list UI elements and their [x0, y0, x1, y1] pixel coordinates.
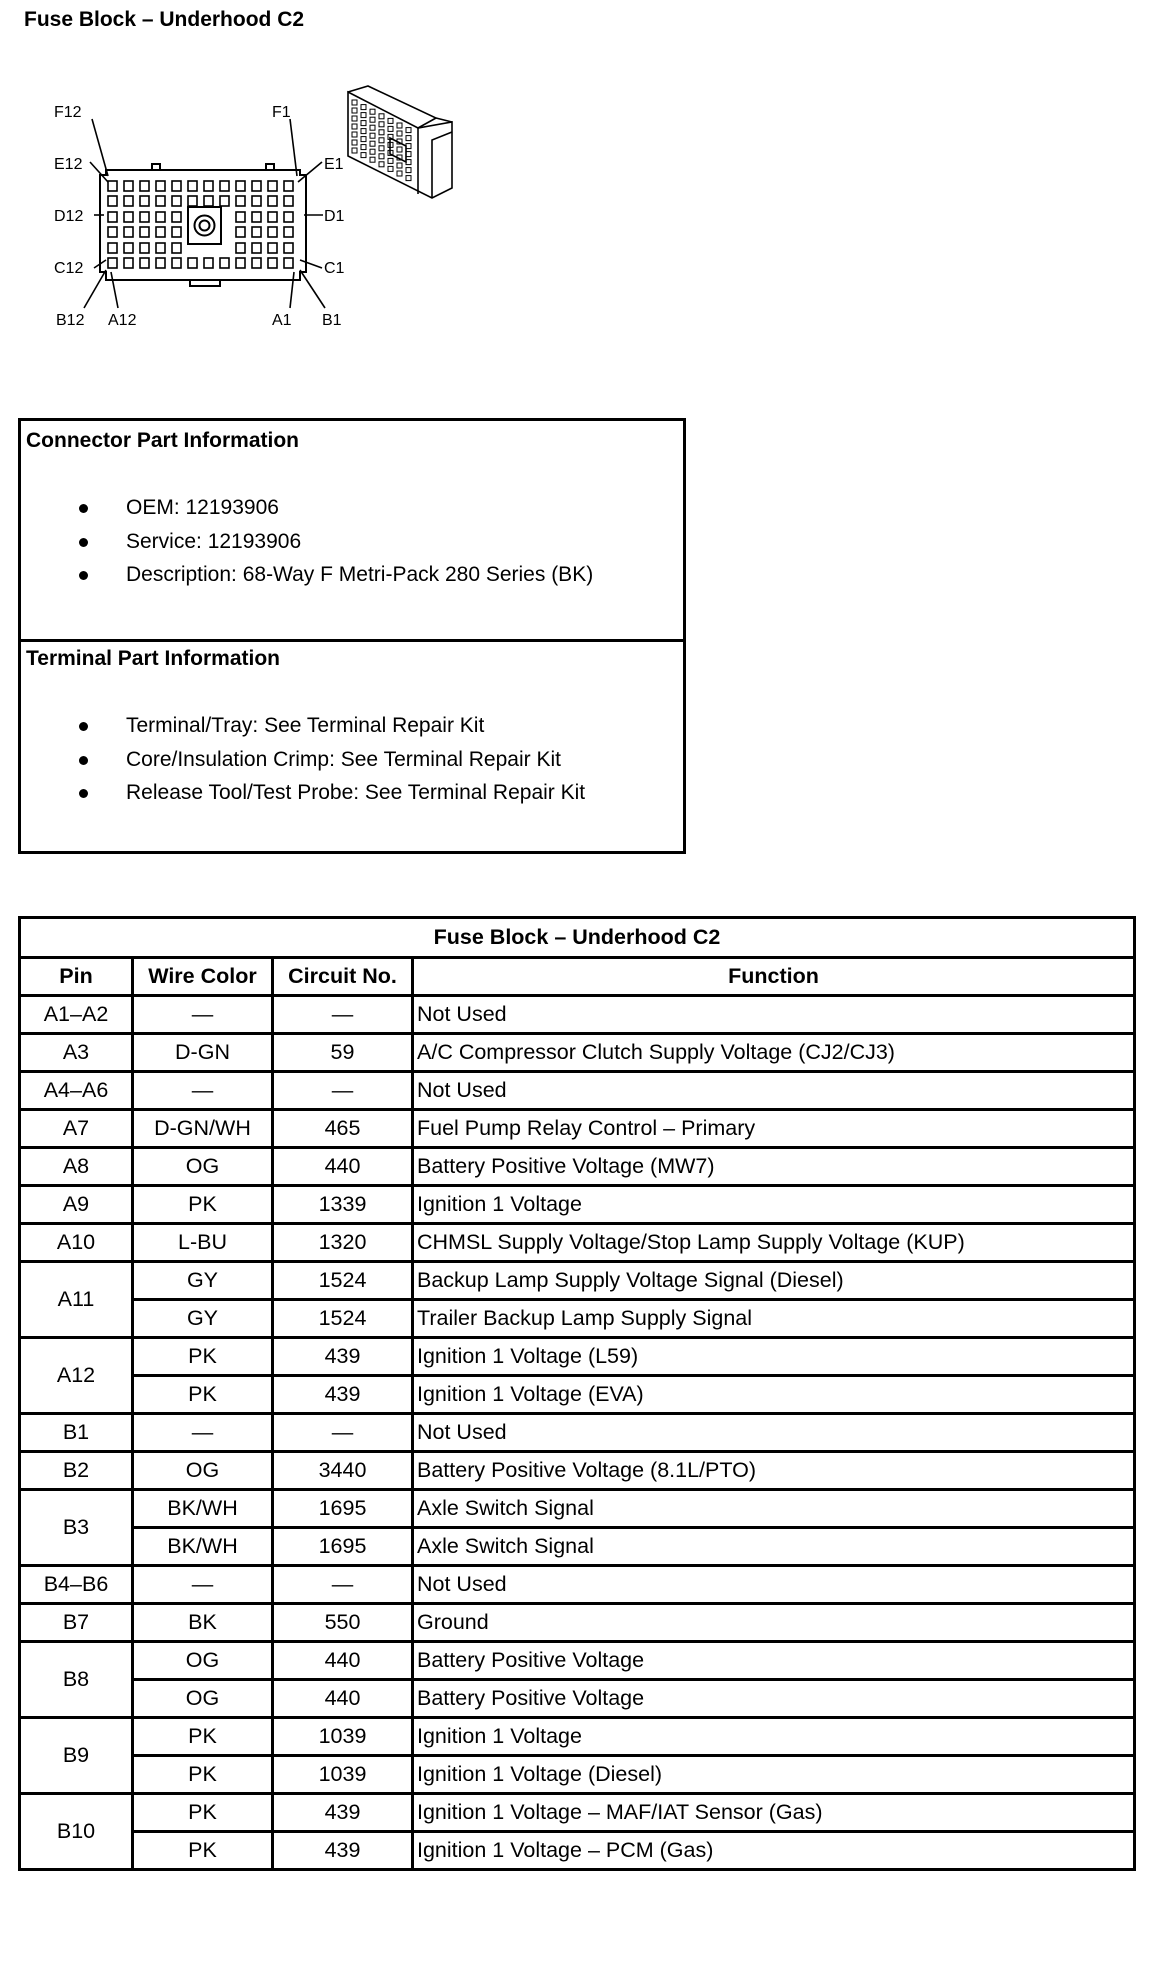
function-cell: Ignition 1 Voltage	[413, 1718, 1135, 1756]
cavity	[108, 212, 117, 222]
circuit-cell: 440	[273, 1148, 413, 1186]
table-row	[20, 1224, 1135, 1262]
cavity	[124, 196, 133, 206]
iso-cavity	[406, 176, 411, 181]
cavity	[252, 227, 261, 237]
table-row	[20, 996, 1135, 1034]
cavity	[252, 243, 261, 253]
iso-cavity	[406, 168, 411, 173]
iso-cavity	[361, 145, 366, 150]
function-cell: Ignition 1 Voltage (L59)	[413, 1338, 1135, 1376]
iso-cavity	[370, 157, 375, 162]
pin-cell: B7	[20, 1604, 133, 1642]
iso-cavity	[397, 163, 402, 168]
cavity	[156, 196, 165, 206]
wire-color-cell: PK	[133, 1718, 273, 1756]
table-row	[20, 1376, 1135, 1414]
iso-cavity	[370, 149, 375, 154]
circuit-cell: 439	[273, 1832, 413, 1870]
cavity	[124, 212, 133, 222]
terminal-info-item: Terminal/Tray: See Terminal Repair Kit	[21, 709, 585, 743]
cavity	[140, 243, 149, 253]
function-cell: Not Used	[413, 1072, 1135, 1110]
pin-cell: A3	[20, 1034, 133, 1072]
iso-cavity	[352, 132, 357, 137]
iso-cavity	[379, 114, 384, 119]
wire-color-cell: PK	[133, 1756, 273, 1794]
iso-cavity	[379, 162, 384, 167]
cavity	[108, 243, 117, 253]
iso-cavity	[361, 137, 366, 142]
table-row	[20, 1794, 1135, 1832]
pinout-table	[18, 916, 1136, 1871]
pin-cell: B1	[20, 1414, 133, 1452]
cavity	[284, 196, 293, 206]
iso-cavity	[406, 136, 411, 141]
table-row	[20, 1566, 1135, 1604]
cavity	[156, 258, 165, 268]
function-cell: Ignition 1 Voltage – PCM (Gas)	[413, 1832, 1135, 1870]
circuit-cell: 465	[273, 1110, 413, 1148]
circuit-cell: 1339	[273, 1186, 413, 1224]
cavity	[124, 181, 133, 191]
function-cell: Fuel Pump Relay Control – Primary	[413, 1110, 1135, 1148]
wire-color-cell: BK	[133, 1604, 273, 1642]
label-b12: B12	[56, 312, 85, 329]
iso-cavity	[352, 108, 357, 113]
cavity	[172, 243, 181, 253]
wire-color-cell: PK	[133, 1376, 273, 1414]
circuit-cell: 1695	[273, 1528, 413, 1566]
wire-color-cell: GY	[133, 1300, 273, 1338]
wire-color-cell: GY	[133, 1262, 273, 1300]
cavity	[204, 258, 213, 268]
circuit-cell: 1524	[273, 1262, 413, 1300]
function-cell: Ignition 1 Voltage	[413, 1186, 1135, 1224]
table-caption: Fuse Block – Underhood C2	[20, 918, 1135, 958]
terminal-info-list	[21, 709, 585, 810]
cavity	[124, 227, 133, 237]
header-function: Function	[413, 958, 1135, 996]
cavity	[236, 212, 245, 222]
iso-cavity	[379, 122, 384, 127]
table-row	[20, 1528, 1135, 1566]
cavity	[172, 227, 181, 237]
pin-cell: A12	[20, 1338, 133, 1414]
cavity	[284, 227, 293, 237]
circuit-cell: 1695	[273, 1490, 413, 1528]
pin-cell: A9	[20, 1186, 133, 1224]
table-row	[20, 1756, 1135, 1794]
cavity	[236, 243, 245, 253]
cavity	[268, 196, 277, 206]
cavity	[284, 258, 293, 268]
table-row	[20, 1452, 1135, 1490]
table-row	[20, 1490, 1135, 1528]
pin-cell: B9	[20, 1718, 133, 1794]
terminal-info-item: Release Tool/Test Probe: See Terminal Repair Kit	[21, 776, 585, 810]
iso-cavity	[397, 147, 402, 152]
connector-part-info	[21, 421, 683, 642]
wire-color-cell: PK	[133, 1186, 273, 1224]
table-row	[20, 1186, 1135, 1224]
table-row	[20, 1642, 1135, 1680]
iso-cavity	[388, 158, 393, 163]
part-info-box	[18, 418, 686, 854]
connector-info-item: Description: 68-Way F Metri-Pack 280 Series (BK)	[21, 558, 593, 592]
function-cell: Ignition 1 Voltage (EVA)	[413, 1376, 1135, 1414]
wire-color-cell: OG	[133, 1680, 273, 1718]
table-row	[20, 1148, 1135, 1186]
iso-cavity	[361, 121, 366, 126]
iso-cavity	[406, 128, 411, 133]
circuit-cell: —	[273, 1072, 413, 1110]
iso-cavity	[370, 125, 375, 130]
iso-cavity	[370, 117, 375, 122]
label-a1: A1	[272, 312, 292, 329]
circuit-cell: 1039	[273, 1756, 413, 1794]
cavity	[284, 181, 293, 191]
iso-cavity	[379, 130, 384, 135]
label-d12: D12	[54, 208, 84, 225]
iso-cavity	[361, 129, 366, 134]
circuit-cell: 1320	[273, 1224, 413, 1262]
cavity	[156, 212, 165, 222]
iso-cavity	[397, 131, 402, 136]
circuit-cell: 440	[273, 1642, 413, 1680]
function-cell: Not Used	[413, 1414, 1135, 1452]
circuit-cell: 439	[273, 1338, 413, 1376]
table-row	[20, 1414, 1135, 1452]
cavity	[124, 258, 133, 268]
pin-cell: B4–B6	[20, 1566, 133, 1604]
table-row	[20, 1072, 1135, 1110]
iso-cavity	[379, 154, 384, 159]
cavity	[252, 212, 261, 222]
table-row	[20, 1338, 1135, 1376]
circuit-cell: —	[273, 996, 413, 1034]
cavity	[140, 212, 149, 222]
cavity	[172, 181, 181, 191]
label-b1: B1	[322, 312, 342, 329]
cavity	[220, 196, 229, 206]
table-row	[20, 1718, 1135, 1756]
iso-cavity	[388, 126, 393, 131]
iso-cavity	[388, 118, 393, 123]
cavity	[236, 196, 245, 206]
cavity	[252, 181, 261, 191]
function-cell: Battery Positive Voltage	[413, 1642, 1135, 1680]
function-cell: Battery Positive Voltage (8.1L/PTO)	[413, 1452, 1135, 1490]
cavity	[252, 196, 261, 206]
table-row	[20, 1832, 1135, 1870]
iso-cavity	[397, 123, 402, 128]
iso-cavity	[397, 171, 402, 176]
cavity	[188, 258, 197, 268]
label-f1: F1	[272, 104, 291, 121]
cavity	[172, 196, 181, 206]
iso-cavity	[370, 109, 375, 114]
cavity	[268, 227, 277, 237]
label-d1: D1	[324, 208, 345, 225]
cavity	[108, 181, 117, 191]
function-cell: Ignition 1 Voltage – MAF/IAT Sensor (Gas)	[413, 1794, 1135, 1832]
cavity	[188, 181, 197, 191]
function-cell: Backup Lamp Supply Voltage Signal (Diesel)	[413, 1262, 1135, 1300]
cavity	[268, 212, 277, 222]
function-cell: Trailer Backup Lamp Supply Signal	[413, 1300, 1135, 1338]
cavity	[140, 258, 149, 268]
connector-info-item: Service: 12193906	[21, 525, 593, 559]
page-title: Fuse Block – Underhood C2	[24, 8, 305, 31]
iso-cavity	[352, 140, 357, 145]
circuit-cell: —	[273, 1414, 413, 1452]
wire-color-cell: BK/WH	[133, 1490, 273, 1528]
function-cell: Battery Positive Voltage	[413, 1680, 1135, 1718]
wire-color-cell: D-GN	[133, 1034, 273, 1072]
cavity	[172, 212, 181, 222]
label-e12: E12	[54, 156, 83, 173]
cavity	[156, 243, 165, 253]
iso-cavity	[352, 116, 357, 121]
iso-cavity	[361, 105, 366, 110]
cavity	[284, 212, 293, 222]
cavity	[108, 196, 117, 206]
circuit-cell: 550	[273, 1604, 413, 1642]
label-a12: A12	[108, 312, 137, 329]
function-cell: Not Used	[413, 996, 1135, 1034]
iso-cavity	[352, 100, 357, 105]
connector-face-diagram	[0, 0, 480, 360]
wire-color-cell: D-GN/WH	[133, 1110, 273, 1148]
table-row	[20, 1034, 1135, 1072]
wire-color-cell: PK	[133, 1832, 273, 1870]
cavity	[252, 258, 261, 268]
header-wire-color: Wire Color	[133, 958, 273, 996]
function-cell: Axle Switch Signal	[413, 1528, 1135, 1566]
function-cell: Not Used	[413, 1566, 1135, 1604]
cavity	[108, 227, 117, 237]
table-row	[20, 1110, 1135, 1148]
terminal-info-item: Core/Insulation Crimp: See Terminal Repair Kit	[21, 743, 585, 777]
function-cell: Battery Positive Voltage (MW7)	[413, 1148, 1135, 1186]
circuit-cell: 440	[273, 1680, 413, 1718]
cavity	[236, 181, 245, 191]
wire-color-cell: L-BU	[133, 1224, 273, 1262]
wire-color-cell: —	[133, 1566, 273, 1604]
connector-info-list	[21, 491, 593, 592]
wire-color-cell: —	[133, 1414, 273, 1452]
wire-color-cell: OG	[133, 1148, 273, 1186]
iso-cavity	[352, 148, 357, 153]
circuit-cell: 59	[273, 1034, 413, 1072]
pin-cell: B3	[20, 1490, 133, 1566]
function-cell: Axle Switch Signal	[413, 1490, 1135, 1528]
pin-cell: A4–A6	[20, 1072, 133, 1110]
cavity	[156, 181, 165, 191]
header-circuit: Circuit No.	[273, 958, 413, 996]
cavity	[204, 196, 213, 206]
cavity	[268, 181, 277, 191]
wire-color-cell: BK/WH	[133, 1528, 273, 1566]
cavity	[220, 181, 229, 191]
pin-cell: A8	[20, 1148, 133, 1186]
cavity	[236, 227, 245, 237]
iso-cavity	[361, 153, 366, 158]
connector-3d-cavities	[352, 100, 411, 181]
iso-cavity	[361, 113, 366, 118]
cavity	[124, 243, 133, 253]
iso-cavity	[370, 141, 375, 146]
cavity	[172, 258, 181, 268]
cavity	[108, 258, 117, 268]
cavity	[268, 243, 277, 253]
wire-color-cell: —	[133, 996, 273, 1034]
pin-cell: A10	[20, 1224, 133, 1262]
iso-cavity	[379, 146, 384, 151]
pin-cell: A1–A2	[20, 996, 133, 1034]
table-row	[20, 1262, 1135, 1300]
pin-cell: B8	[20, 1642, 133, 1718]
connector-info-title: Connector Part Information	[26, 429, 300, 452]
table-row	[20, 1680, 1135, 1718]
pin-cell: B2	[20, 1452, 133, 1490]
cavity	[140, 227, 149, 237]
table-row	[20, 1300, 1135, 1338]
cavity	[284, 243, 293, 253]
iso-cavity	[379, 138, 384, 143]
iso-cavity	[352, 124, 357, 129]
cavity	[140, 181, 149, 191]
function-cell: Ignition 1 Voltage (Diesel)	[413, 1756, 1135, 1794]
cavity	[204, 181, 213, 191]
wire-color-cell: PK	[133, 1794, 273, 1832]
terminal-info-title: Terminal Part Information	[26, 647, 280, 670]
function-cell: CHMSL Supply Voltage/Stop Lamp Supply Voltage (KUP)	[413, 1224, 1135, 1262]
circuit-cell: —	[273, 1566, 413, 1604]
wire-color-cell: OG	[133, 1642, 273, 1680]
pin-cell: A11	[20, 1262, 133, 1338]
circuit-cell: 439	[273, 1376, 413, 1414]
connector-info-item: OEM: 12193906	[21, 491, 593, 525]
iso-cavity	[388, 166, 393, 171]
circuit-cell: 1524	[273, 1300, 413, 1338]
cavity	[268, 258, 277, 268]
table-row	[20, 1604, 1135, 1642]
wire-color-cell: —	[133, 1072, 273, 1110]
label-c12: C12	[54, 260, 84, 277]
label-e1: E1	[324, 156, 344, 173]
cavity	[140, 196, 149, 206]
cavity	[236, 258, 245, 268]
cavity	[220, 258, 229, 268]
circuit-cell: 3440	[273, 1452, 413, 1490]
circuit-cell: 1039	[273, 1718, 413, 1756]
cavity	[188, 196, 197, 206]
circuit-cell: 439	[273, 1794, 413, 1832]
wire-color-cell: OG	[133, 1452, 273, 1490]
pin-cell: B10	[20, 1794, 133, 1870]
iso-cavity	[370, 133, 375, 138]
terminal-part-info	[21, 639, 683, 851]
pin-cell: A7	[20, 1110, 133, 1148]
function-cell: Ground	[413, 1604, 1135, 1642]
function-cell: A/C Compressor Clutch Supply Voltage (CJ2/CJ3)	[413, 1034, 1135, 1072]
label-f12: F12	[54, 104, 82, 121]
wire-color-cell: PK	[133, 1338, 273, 1376]
label-c1: C1	[324, 260, 345, 277]
header-pin: Pin	[20, 958, 133, 996]
cavity	[156, 227, 165, 237]
